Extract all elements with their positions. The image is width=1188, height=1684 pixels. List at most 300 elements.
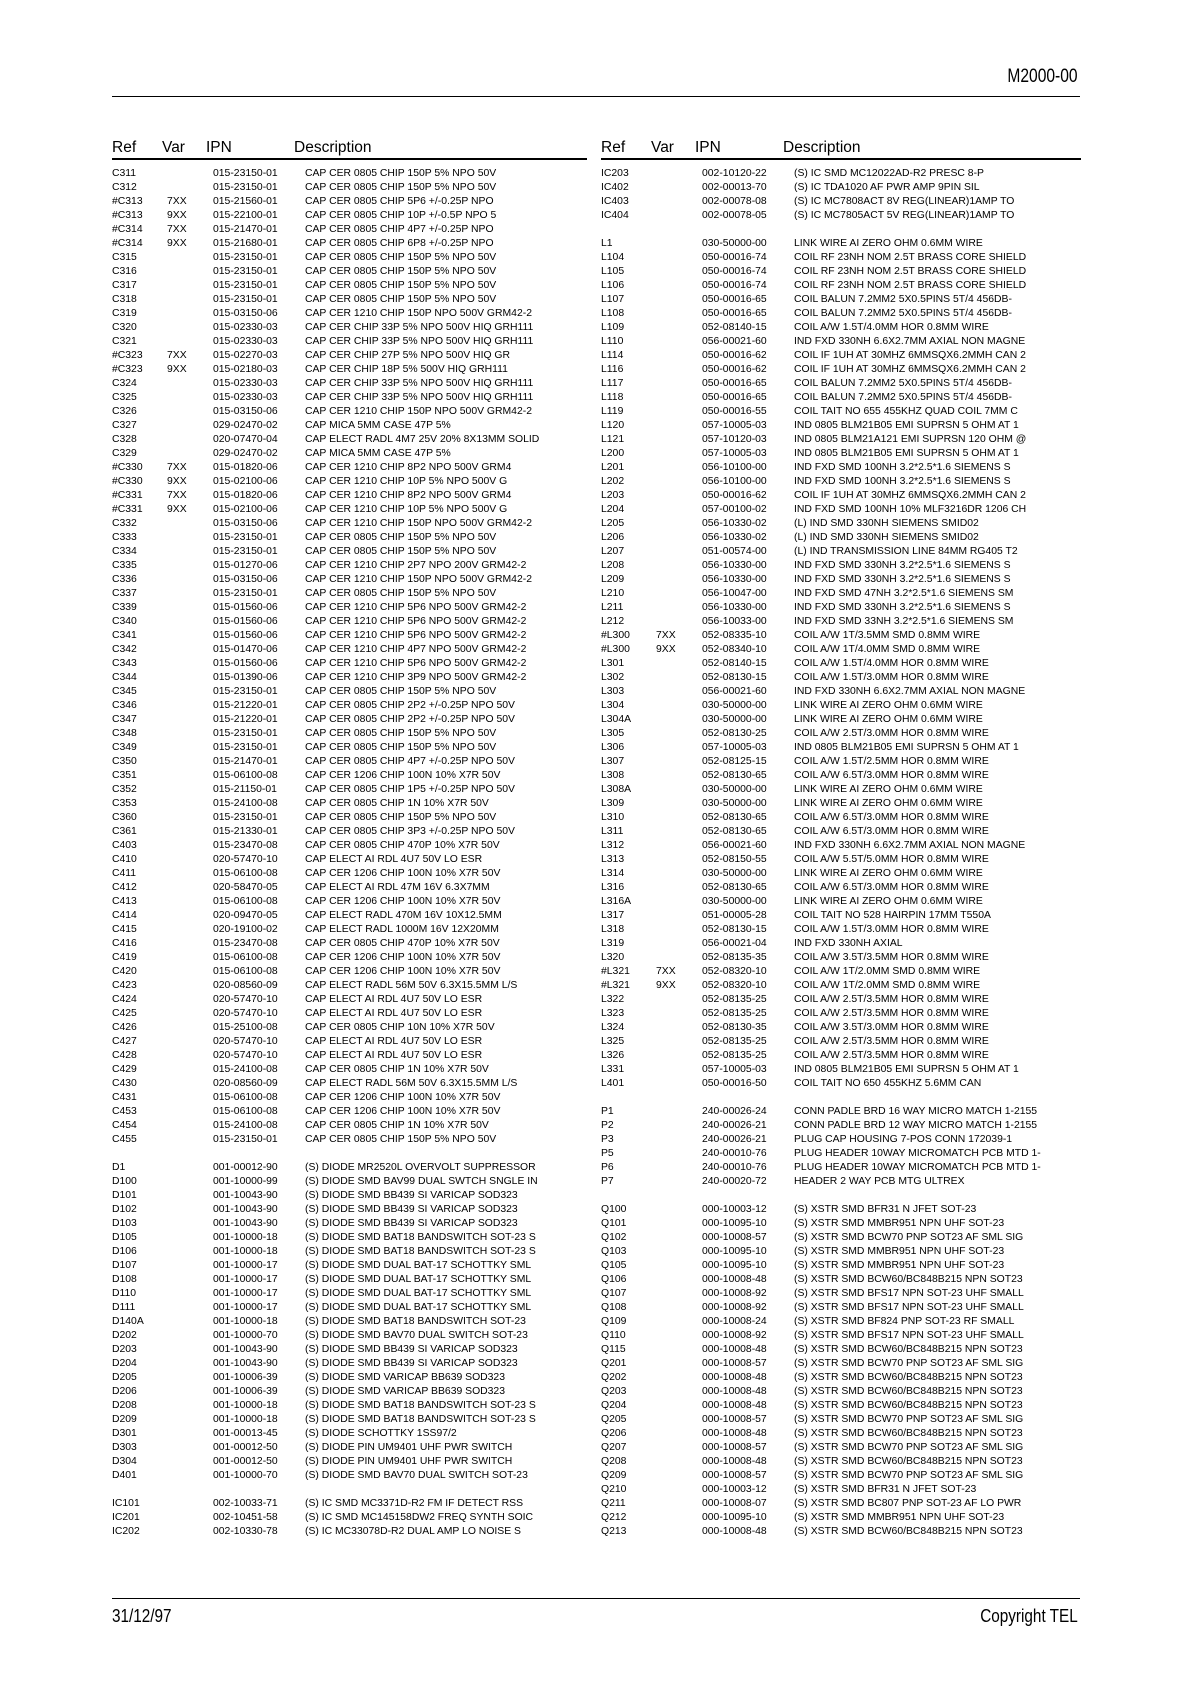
description-cell: (S) DIODE SMD BB439 SI VARICAP SOD323 [305,1190,518,1201]
table-row [601,293,1081,307]
ref-cell: #C314 [112,224,143,235]
table-row [601,797,1081,811]
ipn-cell: 015-25100-08 [213,1022,278,1033]
ipn-cell: 030-50000-00 [702,714,767,725]
description-cell: LINK WIRE AI ZERO OHM 0.6MM WIRE [794,238,983,249]
table-row [112,1343,587,1357]
table-row [112,769,587,783]
description-cell: COIL A/W 1T/3.5MM SMD 0.8MM WIRE [794,630,981,641]
table-row [112,937,587,951]
description-cell: COIL A/W 1.5T/4.0MM HOR 0.8MM WIRE [794,658,989,669]
ref-cell: C426 [112,1022,137,1033]
ref-cell: Q211 [601,1498,626,1509]
ipn-cell: 052-08335-10 [702,630,767,641]
table-row [601,1497,1081,1511]
ref-cell: C340 [112,616,137,627]
ipn-cell: 001-10000-18 [213,1316,278,1327]
ref-cell: D208 [112,1400,137,1411]
ref-cell: C321 [112,336,137,347]
table-row [112,1315,587,1329]
ref-cell: D107 [112,1260,137,1271]
table-row [112,279,587,293]
ref-cell: L319 [601,938,625,949]
description-cell: (S) XSTR SMD MMBR951 NPN UHF SOT-23 [794,1260,1005,1271]
ref-cell: C336 [112,574,137,585]
ref-cell: C428 [112,1050,137,1061]
description-cell: IND FXD 330NH 6.6X2.7MM AXIAL NON MAGNE [794,336,1026,347]
description-cell: CAP CER 1210 CHIP 4P7 NPO 500V GRM42-2 [305,644,527,655]
table-row [112,1469,587,1483]
table-row [601,545,1081,559]
header-ref: Ref [601,139,626,156]
ref-cell: L305 [601,728,625,739]
ipn-cell: 015-21470-01 [213,224,278,235]
description-cell: CAP CER 0805 CHIP 150P 5% NPO 50V [305,686,497,697]
table-row [112,1273,587,1287]
table-row [601,1175,1081,1189]
ipn-cell: 015-24100-08 [213,798,278,809]
description-cell: CAP ELECT AI RDL 4U7 50V LO ESR [305,1008,483,1019]
header-var: Var [651,139,674,156]
table-row [112,475,587,489]
ipn-cell: 001-10000-17 [213,1302,278,1313]
ipn-cell: 020-09470-05 [213,910,278,921]
table-row [112,853,587,867]
ipn-cell: 020-08560-09 [213,1078,278,1089]
ref-cell: L317 [601,910,625,921]
table-row [112,727,587,741]
table-row [112,489,587,503]
table-row [601,489,1081,503]
group-spacer [112,1483,587,1497]
ipn-cell: 020-57470-10 [213,1008,278,1019]
ipn-cell: 056-00021-60 [702,840,767,851]
table-row [112,587,587,601]
ipn-cell: 056-10100-00 [702,462,767,473]
ref-cell: D205 [112,1372,137,1383]
table-header [601,136,1081,160]
ref-cell: D108 [112,1274,137,1285]
ref-cell: L324 [601,1022,625,1033]
table-row [601,811,1081,825]
description-cell: (S) DIODE SMD BB439 SI VARICAP SOD323 [305,1204,518,1215]
ipn-cell: 057-10005-03 [702,742,767,753]
ipn-cell: 056-10047-00 [702,588,767,599]
ipn-cell: 002-00078-05 [702,210,767,221]
description-cell: (S) IC MC33078D-R2 DUAL AMP LO NOISE S [305,1526,521,1537]
description-cell: CAP CER 0805 CHIP 150P 5% NPO 50V [305,294,497,305]
description-cell: (S) XSTR SMD BF824 PNP SOT-23 RF SMALL [794,1316,1015,1327]
description-cell: LINK WIRE AI ZERO OHM 0.6MM WIRE [794,896,983,907]
ref-cell: L114 [601,350,624,361]
table-row [601,601,1081,615]
table-row [601,1343,1081,1357]
ipn-cell: 240-00026-21 [702,1120,767,1131]
ref-cell: Q205 [601,1414,627,1425]
ref-cell: #C330 [112,476,143,487]
description-cell: IND FXD SMD 100NH 3.2*2.5*1.6 SIEMENS S [794,462,1011,473]
table-row [601,671,1081,685]
ipn-cell: 057-10120-03 [702,434,767,445]
ref-cell: C311 [112,168,137,179]
description-cell: CAP CER 0805 CHIP 150P 5% NPO 50V [305,728,497,739]
ref-cell: C318 [112,294,137,305]
description-cell: CAP CER 1210 CHIP 150P NPO 500V GRM42-2 [305,518,532,529]
description-cell: (S) DIODE SMD BAV99 DUAL SWTCH SNGLE IN [305,1176,538,1187]
table-row [601,349,1081,363]
description-cell: (S) DIODE SMD DUAL BAT-17 SCHOTTKY SML [305,1302,532,1313]
ipn-cell: 015-03150-06 [213,406,278,417]
ref-cell: D110 [112,1288,137,1299]
description-cell: CAP ELECT RADL 56M 50V 6.3X15.5MM L/S [305,980,518,991]
var-cell: 9XX [167,238,187,249]
ipn-cell: 000-10008-92 [702,1288,767,1299]
ref-cell: C453 [112,1106,137,1117]
table-row [601,195,1081,209]
table-row [112,1497,587,1511]
table-row [601,657,1081,671]
description-cell: (S) DIODE SMD BAT18 BANDSWITCH SOT-23 S [305,1246,536,1257]
ref-cell: P1 [601,1106,614,1117]
ref-cell: L204 [601,504,625,515]
description-cell: COIL A/W 6.5T/3.0MM HOR 0.8MM WIRE [794,812,989,823]
ref-cell: L320 [601,952,625,963]
ref-cell: L116 [601,364,624,375]
table-row [601,755,1081,769]
table-row [112,1091,587,1105]
ref-cell: Q209 [601,1470,627,1481]
ipn-cell: 020-58470-05 [213,882,278,893]
description-cell: (S) XSTR SMD BCW70 PNP SOT23 AF SML SIG [794,1358,1024,1369]
description-cell: (S) IC MC7808ACT 8V REG(LINEAR)1AMP TO [794,196,1015,207]
ref-cell: L303 [601,686,625,697]
table-row [601,531,1081,545]
table-row [601,783,1081,797]
table-row [601,895,1081,909]
ref-cell: C346 [112,700,137,711]
ref-cell: L326 [601,1050,625,1061]
description-cell: CAP CER 0805 CHIP 2P2 +/-0.25P NPO 50V [305,700,515,711]
description-cell: CAP CER 1206 CHIP 100N 10% X7R 50V [305,1106,501,1117]
ipn-cell: 015-22100-01 [213,210,278,221]
description-cell: COIL A/W 2.5T/3.0MM HOR 0.8MM WIRE [794,728,989,739]
ref-cell: Q210 [601,1484,627,1495]
ipn-cell: 015-01560-06 [213,630,278,641]
ref-cell: Q110 [601,1330,626,1341]
var-cell: 9XX [656,644,676,655]
table-row [112,1399,587,1413]
description-cell: COIL A/W 6.5T/3.0MM HOR 0.8MM WIRE [794,826,989,837]
table-row [112,699,587,713]
ref-cell: L105 [601,266,625,277]
ipn-cell: 001-10043-90 [213,1218,278,1229]
ipn-cell: 050-00016-65 [702,294,767,305]
ipn-cell: 030-50000-00 [702,238,767,249]
description-cell: IND FXD SMD 100NH 3.2*2.5*1.6 SIEMENS S [794,476,1011,487]
ref-cell: D106 [112,1246,137,1257]
ref-cell: D140A [112,1316,144,1327]
ipn-cell: 240-00026-24 [702,1106,767,1117]
ref-cell: D105 [112,1232,137,1243]
ref-cell: L107 [601,294,625,305]
var-cell: 7XX [167,196,187,207]
ipn-cell: 000-10095-10 [702,1512,767,1523]
table-row [112,1077,587,1091]
description-cell: CAP CER 1206 CHIP 100N 10% X7R 50V [305,868,501,879]
ipn-cell: 015-21330-01 [213,826,278,837]
table-row [601,391,1081,405]
description-cell: CAP CER CHIP 33P 5% NPO 500V HIQ GRH111 [305,378,534,389]
header-ipn: IPN [695,139,721,156]
description-cell: CAP CER 1210 CHIP 10P 5% NPO 500V G [305,476,508,487]
ipn-cell: 015-06100-08 [213,952,278,963]
table-row [112,741,587,755]
description-cell: CAP CER CHIP 33P 5% NPO 500V HIQ GRH111 [305,392,534,403]
description-cell: (S) IC SMD MC12022AD-R2 PRESC 8-P [794,168,984,179]
var-cell: 7XX [656,630,676,641]
ipn-cell: 015-01560-06 [213,658,278,669]
table-row [112,1259,587,1273]
ipn-cell: 000-10008-48 [702,1372,767,1383]
ipn-cell: 015-23150-01 [213,266,278,277]
ipn-cell: 057-10005-03 [702,448,767,459]
table-row [601,1063,1081,1077]
var-cell: 9XX [167,504,187,515]
ipn-cell: 002-10033-71 [213,1498,278,1509]
description-cell: CAP CER 1210 CHIP 2P7 NPO 200V GRM42-2 [305,560,527,571]
description-cell: CAP ELECT RADL 4M7 25V 20% 8X13MM SOLID [305,434,540,445]
footer-date: 31/12/97 [112,1606,172,1626]
ipn-cell: 001-10043-90 [213,1190,278,1201]
ipn-cell: 240-00010-76 [702,1148,767,1159]
description-cell: CAP CER 0805 CHIP 150P 5% NPO 50V [305,252,497,263]
table-row [112,965,587,979]
description-cell: IND 0805 BLM21B05 EMI SUPRSN 5 OHM AT 1 [794,448,1019,459]
ipn-cell: 015-02330-03 [213,322,278,333]
ipn-cell: 000-10008-48 [702,1274,767,1285]
table-row [112,615,587,629]
ipn-cell: 052-08130-65 [702,882,767,893]
description-cell: (S) DIODE SMD BAT18 BANDSWITCH SOT-23 [305,1316,526,1327]
description-cell: CAP CER 1210 CHIP 150P NPO 500V GRM42-2 [305,574,532,585]
description-cell: CAP CER 0805 CHIP 1P5 +/-0.25P NPO 50V [305,784,515,795]
document-code: M2000-00 [1007,66,1078,87]
description-cell: (S) XSTR SMD BFR31 N JFET SOT-23 [794,1204,977,1215]
ipn-cell: 052-08340-10 [702,644,767,655]
description-cell: CAP CER 0805 CHIP 1N 10% X7R 50V [305,798,489,809]
ref-cell: C412 [112,882,137,893]
ref-cell: L119 [601,406,624,417]
ref-cell: #L321 [601,966,630,977]
table-row [601,1455,1081,1469]
ref-cell: L307 [601,756,625,767]
ref-cell: L120 [601,420,625,431]
table-row [601,1357,1081,1371]
ref-cell: D103 [112,1218,137,1229]
description-cell: (S) XSTR SMD BCW70 PNP SOT23 AF SML SIG [794,1442,1024,1453]
footer-copyright: Copyright TEL [980,1606,1078,1626]
ref-cell: Q109 [601,1316,627,1327]
ipn-cell: 240-00010-76 [702,1162,767,1173]
table-row [112,321,587,335]
ref-cell: C325 [112,392,137,403]
table-row [601,1077,1081,1091]
description-cell: LINK WIRE AI ZERO OHM 0.6MM WIRE [794,798,983,809]
table-row [112,461,587,475]
ipn-cell: 029-02470-02 [213,448,278,459]
table-row [112,223,587,237]
description-cell: COIL A/W 3.5T/3.5MM HOR 0.8MM WIRE [794,952,989,963]
description-cell: (S) IC SMD MC145158DW2 FREQ SYNTH SOIC [305,1512,534,1523]
table-row [601,237,1081,251]
ref-cell: C348 [112,728,137,739]
table-row [601,1427,1081,1441]
ref-cell: L312 [601,840,625,851]
description-cell: (S) IC MC7805ACT 5V REG(LINEAR)1AMP TO [794,210,1015,221]
table-row [601,1399,1081,1413]
ipn-cell: 002-10451-58 [213,1512,278,1523]
table-row [601,643,1081,657]
ipn-cell: 020-57470-10 [213,854,278,865]
ipn-cell: 000-10008-57 [702,1470,767,1481]
description-cell: (S) XSTR SMD BCW60/BC848B215 NPN SOT23 [794,1372,1023,1383]
ref-cell: L331 [601,1064,625,1075]
ref-cell: Q207 [601,1442,627,1453]
table-row [601,363,1081,377]
table-row [112,1301,587,1315]
ipn-cell: 002-00013-70 [702,182,767,193]
description-cell: IND 0805 BLM21A121 EMI SUPRSN 120 OHM @ [794,434,1027,445]
table-row [112,993,587,1007]
table-row [601,1245,1081,1259]
table-row [112,405,587,419]
ref-cell: C342 [112,644,137,655]
table-row [601,181,1081,195]
description-cell: CAP CER 0805 CHIP 1N 10% X7R 50V [305,1064,489,1075]
ref-cell: C419 [112,952,137,963]
ref-cell: Q201 [601,1358,627,1369]
description-cell: (S) XSTR SMD BFS17 NPN SOT-23 UHF SMALL [794,1330,1024,1341]
var-cell: 9XX [656,980,676,991]
ref-cell: C315 [112,252,137,263]
table-row [112,1357,587,1371]
description-cell: (L) IND TRANSMISSION LINE 84MM RG405 T2 [794,546,1018,557]
table-row [601,1287,1081,1301]
description-cell: COIL A/W 1.5T/3.0MM HOR 0.8MM WIRE [794,672,989,683]
ref-cell: #C323 [112,364,143,375]
ipn-cell: 052-08130-35 [702,1022,767,1033]
ipn-cell: 015-21680-01 [213,238,278,249]
description-cell: (S) XSTR SMD BFS17 NPN SOT-23 UHF SMALL [794,1302,1024,1313]
description-cell: CAP CER 1210 CHIP 8P2 NPO 500V GRM4 [305,462,512,473]
description-cell: (S) DIODE SMD BB439 SI VARICAP SOD323 [305,1344,518,1355]
table-row [112,881,587,895]
ipn-cell: 050-00016-65 [702,378,767,389]
ipn-cell: 056-10330-02 [702,518,767,529]
ref-cell: Q106 [601,1274,627,1285]
ipn-cell: 056-10033-00 [702,616,767,627]
table-row [601,1203,1081,1217]
description-cell: (S) DIODE SMD BAT18 BANDSWITCH SOT-23 S [305,1414,536,1425]
ipn-cell: 052-08135-25 [702,994,767,1005]
description-cell: (S) DIODE SMD DUAL BAT-17 SCHOTTKY SML [305,1288,532,1299]
description-cell: HEADER 2 WAY PCB MTG ULTREX [794,1176,965,1187]
header-description: Description [783,139,861,156]
header-description: Description [294,139,372,156]
description-cell: IND FXD SMD 330NH 3.2*2.5*1.6 SIEMENS S [794,574,1011,585]
table-row [601,405,1081,419]
ipn-cell: 050-00016-74 [702,280,767,291]
table-row [601,1105,1081,1119]
description-cell: CAP CER CHIP 18P 5% 500V HIQ GRH111 [305,364,508,375]
ref-cell: D202 [112,1330,137,1341]
ref-cell: P3 [601,1134,614,1145]
table-row [601,279,1081,293]
description-cell: IND FXD 330NH 6.6X2.7MM AXIAL NON MAGNE [794,840,1026,851]
ipn-cell: 052-08130-15 [702,924,767,935]
description-cell: COIL A/W 1.5T/4.0MM HOR 0.8MM WIRE [794,322,989,333]
table-row [601,1259,1081,1273]
ipn-cell: 015-01470-06 [213,644,278,655]
ref-cell: L203 [601,490,625,501]
description-cell: COIL A/W 6.5T/3.0MM HOR 0.8MM WIRE [794,770,989,781]
ipn-cell: 015-23470-08 [213,840,278,851]
ipn-cell: 002-10120-22 [702,168,767,179]
table-row [112,335,587,349]
table-row [601,1119,1081,1133]
description-cell: CAP ELECT RADL 470M 16V 10X12.5MM [305,910,502,921]
description-cell: CAP MICA 5MM CASE 47P 5% [305,448,451,459]
ipn-cell: 015-03150-06 [213,518,278,529]
description-cell: LINK WIRE AI ZERO OHM 0.6MM WIRE [794,700,983,711]
ref-cell: D401 [112,1470,137,1481]
ref-cell: L110 [601,336,624,347]
ipn-cell: 056-10330-00 [702,560,767,571]
ref-cell: L108 [601,308,625,319]
description-cell: (L) IND SMD 330NH SIEMENS SMID02 [794,532,979,543]
ipn-cell: 015-23150-01 [213,742,278,753]
ipn-cell: 052-08130-25 [702,728,767,739]
description-cell: (S) DIODE SMD BB439 SI VARICAP SOD323 [305,1358,518,1369]
description-cell: (S) XSTR SMD BCW60/BC848B215 NPN SOT23 [794,1344,1023,1355]
table-body [112,167,587,1539]
table-row [112,1525,587,1539]
ref-cell: L304A [601,714,632,725]
description-cell: IND 0805 BLM21B05 EMI SUPRSN 5 OHM AT 1 [794,420,1019,431]
ipn-cell: 000-10008-92 [702,1302,767,1313]
description-cell: CAP CER 1210 CHIP 5P6 NPO 500V GRM42-2 [305,616,527,627]
table-row [601,377,1081,391]
table-row [112,1035,587,1049]
description-cell: COIL A/W 1T/2.0MM SMD 0.8MM WIRE [794,980,981,991]
ref-cell: L208 [601,560,625,571]
description-cell: (S) XSTR SMD BCW70 PNP SOT23 AF SML SIG [794,1470,1024,1481]
description-cell: CAP CER 1210 CHIP 8P2 NPO 500V GRM4 [305,490,512,501]
table-row [112,573,587,587]
ref-cell: C361 [112,826,137,837]
ref-cell: C416 [112,938,137,949]
ipn-cell: 015-02270-03 [213,350,278,361]
table-row [601,1469,1081,1483]
description-cell: IND 0805 BLM21B05 EMI SUPRSN 5 OHM AT 1 [794,742,1019,753]
ref-cell: C430 [112,1078,137,1089]
ipn-cell: 001-00012-90 [213,1162,278,1173]
ref-cell: C414 [112,910,137,921]
ipn-cell: 000-10003-12 [702,1484,767,1495]
description-cell: CAP CER 0805 CHIP 150P 5% NPO 50V [305,812,497,823]
description-cell: CAP CER 0805 CHIP 150P 5% NPO 50V [305,280,497,291]
ref-cell: C345 [112,686,137,697]
